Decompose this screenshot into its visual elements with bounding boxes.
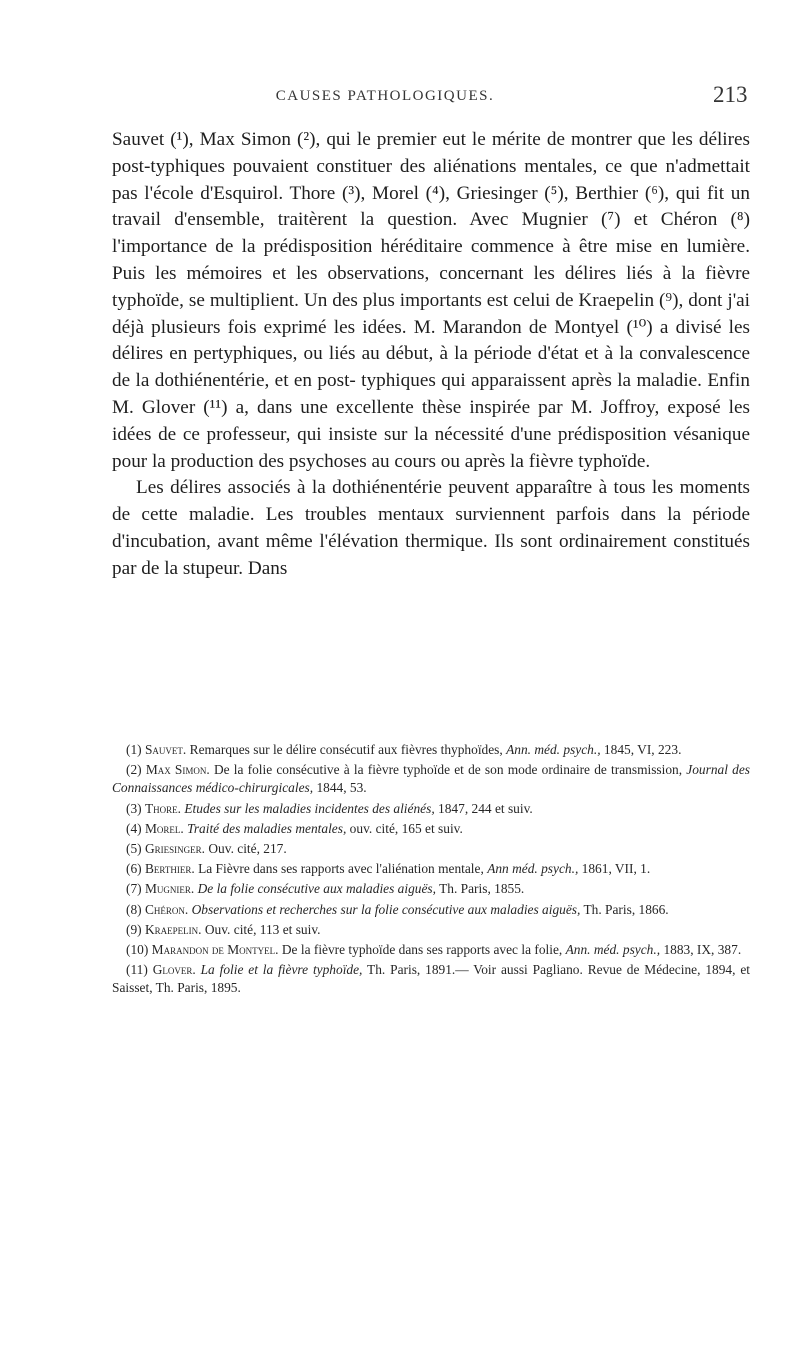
footnote: (10) Marandon de Montyel. De la fièvre typhoïde dans ses rapports avec la folie, Ann. méd. psych., 1883, IX, 387. [126, 942, 742, 958]
footnote: (6) Berthier. La Fièvre dans ses rapports avec l'aliénation mentale, Ann méd. psych., 1861, VII, 1. [126, 861, 651, 877]
main-text [112, 127, 750, 583]
page-header [0, 82, 800, 116]
page-number: 213 [713, 82, 748, 107]
footnote: (5) Griesinger. Ouv. cité, 217. [126, 841, 287, 857]
footnote: (3) Thore. Etudes sur les maladies incidentes des aliénés, 1847, 244 et suiv. [126, 800, 533, 816]
paragraph: Les délires associés à la dothiénentérie peuvent apparaître à tous les moments de cette maladie. Les troubles mentaux surviennent parfois dans la période d'incubation, avant même l'élévation thermique. Ils sont ordinairement constitués par de la stupeur. Dans [112, 477, 750, 579]
footnotes [112, 741, 750, 1000]
footnote: (9) Kraepelin. Ouv. cité, 113 et suiv. [126, 921, 321, 937]
footnote: (4) Morel. Traité des maladies mentales, ouv. cité, 165 et suiv. [126, 820, 463, 836]
footnote: (2) Max Simon. De la folie consécutive à la fièvre typhoïde et de son mode ordinaire de transmission, Journal des Connaissances médico-chirurgicales, 1844, 53. [112, 762, 751, 796]
footnote: (11) Glover. La folie et la fièvre typhoïde, Th. Paris, 1891.— Voir aussi Pagliano. Revue de Médecine, 1894, et Saisset, Th. Paris, 1895. [112, 962, 750, 996]
footnote: (7) Mugnier. De la folie consécutive aux maladies aiguës, Th. Paris, 1855. [126, 881, 525, 897]
running-title: CAUSES PATHOLOGIQUES. [275, 88, 495, 104]
paragraph: Sauvet (¹), Max Simon (²), qui le premier eut le mérite de montrer que les délires post-typhiques pouvaient constituer des aliénations mentales, ce que n'admettait pas l'école d'Esquirol. Thore (³), Morel (⁴), Griesinger (⁵), Berthier (⁶), qui fit un travail d'ensemble, traitèrent la question. Avec Mugnier (⁷) et Chéron (⁸) l'importance de la prédisposition héréditaire commence à être mise en lumière. Puis les mémoires et les observations, concernant les délires liés à la fièvre typhoïde, se multiplient. Un des plus importants est celui de Kraepelin (⁹), dont j'ai déjà plusieurs fois exprimé les idées. M. Marandon de Montyel (¹⁰) a divisé les délires en pertyphiques, ou liés au début, à la période d'état et à la convalescence de la dothiénentérie, et en post- typhiques qui apparaissent après la maladie. Enfin M. Glover (¹¹) a, dans une excellente thèse inspirée par M. Joffroy, exposé les idées de ce professeur, qui insiste sur la nécessité d'une prédisposition vésanique pour la production des psychoses au cours ou après la fièvre typhoïde. [112, 129, 750, 472]
footnote: (8) Chéron. Observations et recherches sur la folie consécutive aux maladies aiguës, Th. Paris, 1866. [126, 901, 669, 917]
footnote: (1) Sauvet. Remarques sur le délire consécutif aux fièvres thyphoïdes, Ann. méd. psych., 1845, VI, 223. [126, 742, 682, 757]
